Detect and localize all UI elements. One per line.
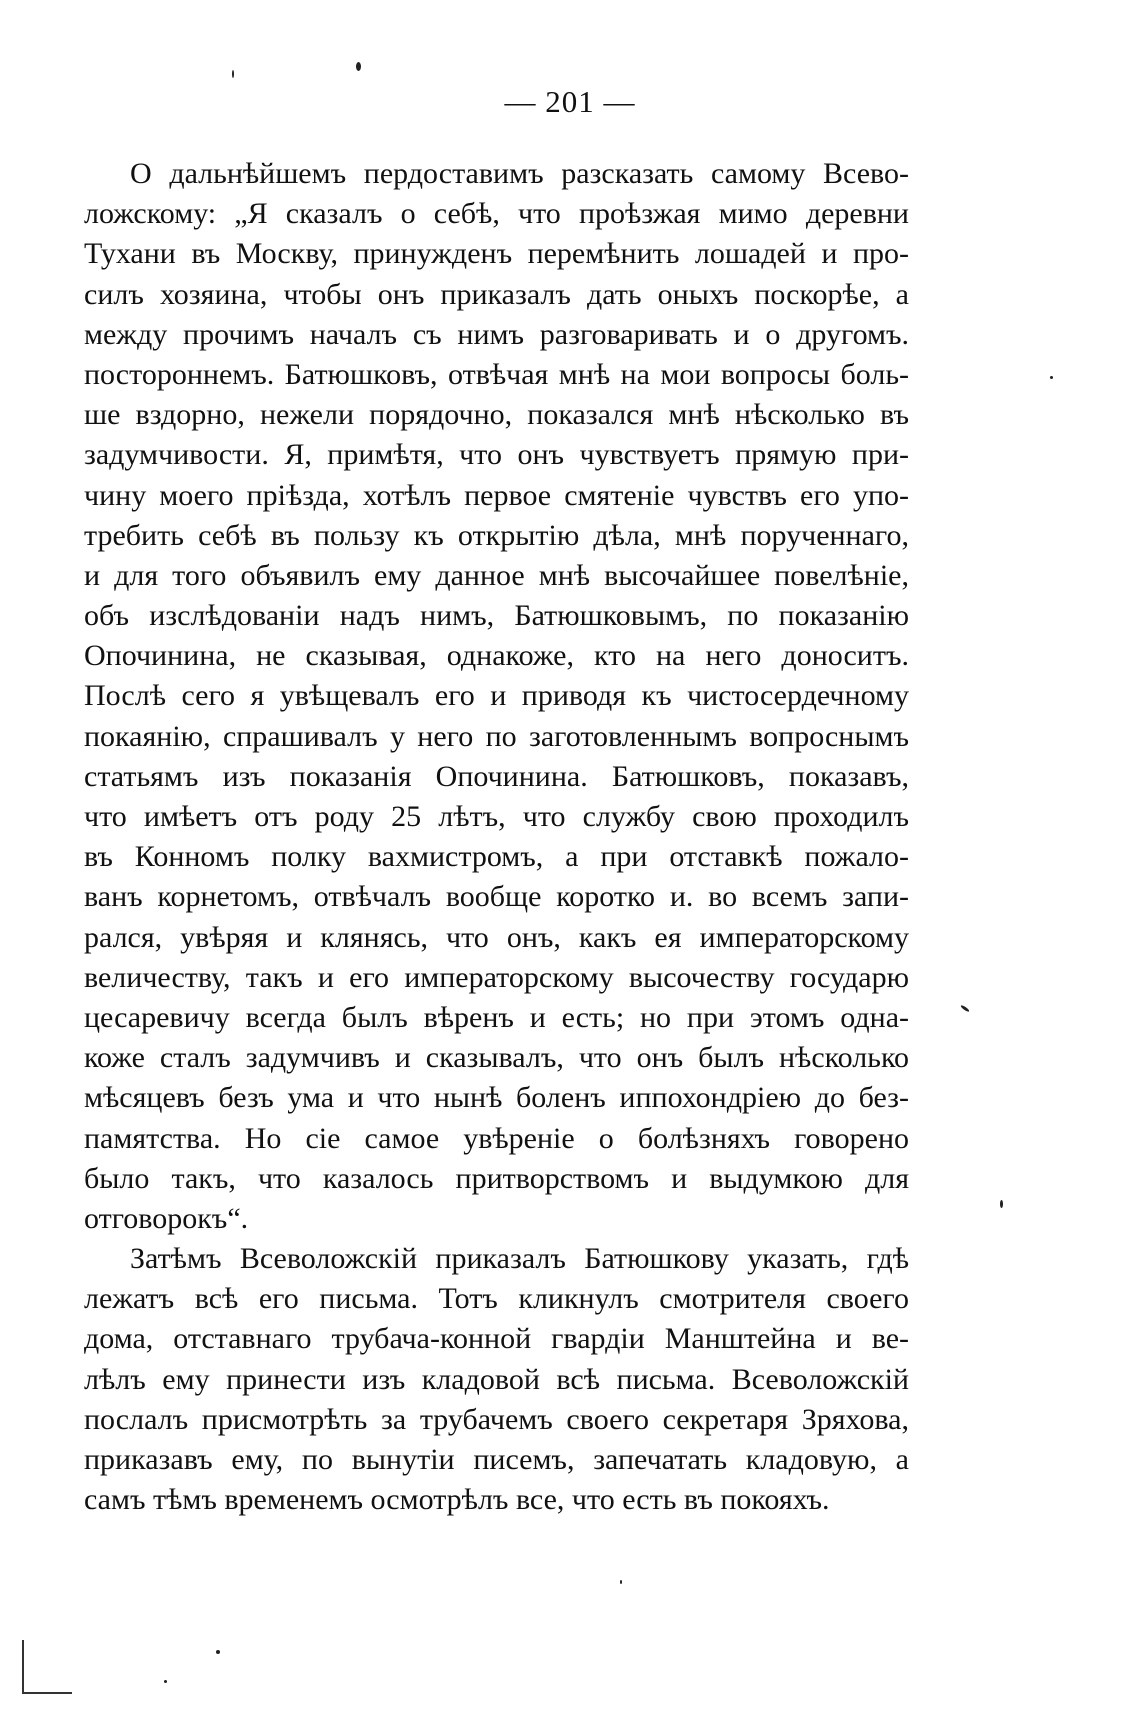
text-line: статьямъ изъ показанія Опочинина. Батюшковъ, показавъ,	[84, 759, 909, 793]
scan-speck	[232, 70, 234, 78]
scan-corner-mark	[22, 1640, 24, 1692]
text-line: Опочинина, не сказывая, однакоже, кто на него доноситъ.	[84, 639, 909, 673]
text-line: О дальнѣйшемъ пердоставимъ разсказать самому Всево-	[130, 157, 909, 190]
text-line: въ Конномъ полку вахмистромъ, а при отставкѣ пожало-	[84, 840, 909, 874]
text-line: объ изслѣдованіи надъ нимъ, Батюшковымъ, по показанію	[84, 599, 909, 633]
text-line: мѣсяцевъ безъ ума и что нынѣ боленъ иппохондріею до без-	[84, 1081, 909, 1115]
text-line: задумчивости. Я, примѣтя, что онъ чувствуетъ прямую при-	[84, 438, 909, 472]
text-line: Послѣ сего я увѣщевалъ его и приводя къ чистосердечному	[84, 679, 909, 713]
scan-speck	[620, 1580, 622, 1584]
text-line: послалъ присмотрѣть за трубачемъ своего секретаря Зряхова,	[84, 1402, 909, 1436]
text-line: покаянію, спрашивалъ у него по заготовленнымъ вопроснымъ	[84, 719, 909, 753]
text-line: лѣлъ ему принести изъ кладовой всѣ письма. Всеволожскій	[84, 1362, 909, 1396]
text-line: Затѣмъ Всеволожскій приказалъ Батюшкову указать, гдѣ	[130, 1242, 909, 1276]
paragraph	[84, 1239, 909, 1520]
text-line: лежатъ всѣ его письма. Тотъ кликнулъ смотрителя своего	[84, 1282, 909, 1316]
text-line: и для того объявилъ ему данное мнѣ высочайшее повелѣніе,	[84, 558, 909, 592]
text-line: памятства. Но сіе самое увѣреніе о болѣзняхъ говорено	[84, 1121, 909, 1155]
scan-speck	[216, 1650, 220, 1654]
text-line: требить себѣ въ пользу къ открытію дѣла, мнѣ порученнаго,	[84, 518, 909, 552]
text-line: постороннемъ. Батюшковъ, отвѣчая мнѣ на мои вопросы боль-	[84, 357, 909, 391]
text-line: чину моего пріѣзда, хотѣлъ первое смятеніе чувствъ его упо-	[84, 478, 909, 512]
scan-speck	[1000, 1200, 1003, 1208]
text-line: ванъ корнетомъ, отвѣчалъ вообще коротко и. во всемъ запи-	[84, 880, 909, 914]
text-line: коже сталъ задумчивъ и сказывалъ, что онъ былъ нѣсколько	[84, 1041, 909, 1075]
text-line: было такъ, что казалось притворствомъ и выдумкою для	[84, 1161, 909, 1195]
text-line: самъ тѣмъ временемъ осмотрѣлъ все, что есть въ покояхъ.	[84, 1483, 830, 1517]
text-line: дома, отставнаго трубача-конной гвардіи Манштейна и ве-	[84, 1322, 909, 1356]
body-text	[84, 154, 909, 1520]
page-number: — 201 —	[504, 84, 636, 119]
text-line: что имѣетъ отъ роду 25 лѣтъ, что службу свою проходилъ	[84, 800, 909, 833]
paragraph	[84, 154, 909, 1239]
text-line: ше вздорно, нежели порядочно, показался мнѣ нѣсколько въ	[84, 398, 909, 432]
text-line: Тухани въ Москву, принужденъ перемѣнить лошадей и про-	[84, 237, 909, 271]
text-line: цесаревичу всегда былъ вѣренъ и есть; но при этомъ одна-	[84, 1000, 909, 1034]
text-line: рался, увѣряя и клянясь, что онъ, какъ ея императорскому	[84, 920, 909, 954]
scan-speck	[960, 1004, 970, 1012]
text-line: силъ хозяина, чтобы онъ приказалъ дать оныхъ поскорѣе, а	[84, 277, 909, 311]
scan-speck	[1050, 376, 1053, 379]
text-line: приказавъ ему, по вынутіи писемъ, запечатать кладовую, а	[84, 1443, 909, 1476]
text-line: величеству, такъ и его императорскому высочеству государю	[84, 960, 909, 994]
text-line: ложскому: „Я сказалъ о себѣ, что проѣзжая мимо деревни	[84, 197, 909, 231]
scan-speck	[164, 1680, 167, 1683]
text-line: отговорокъ“.	[84, 1201, 249, 1235]
text-line: между прочимъ началъ съ нимъ разговаривать и о другомъ.	[84, 317, 909, 351]
scan-speck	[356, 62, 361, 71]
scan-corner-mark-base	[22, 1692, 72, 1694]
